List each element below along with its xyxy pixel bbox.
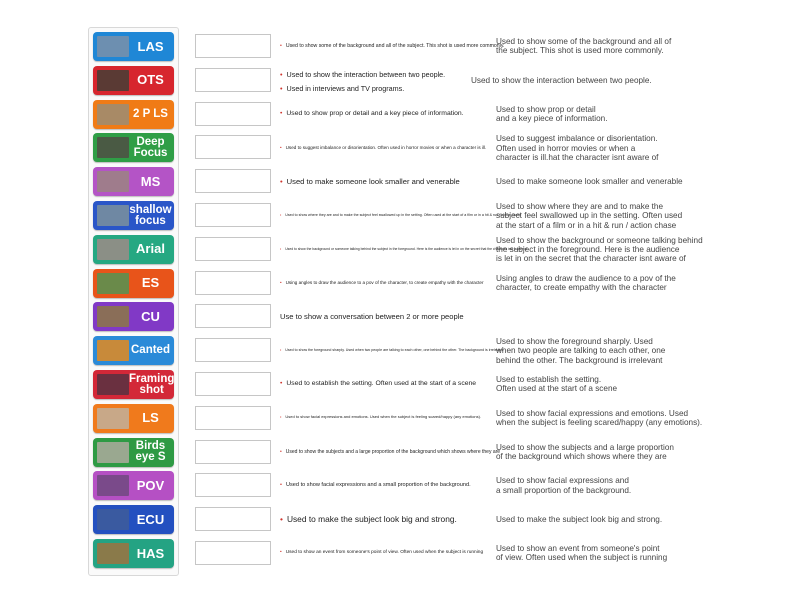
answer-tile[interactable]: [93, 336, 174, 365]
tile-label: Birds eye S: [135, 440, 166, 464]
answer-tile[interactable]: [93, 302, 174, 331]
answer-tile[interactable]: [93, 167, 174, 196]
tile-label: HAS: [136, 545, 165, 561]
drop-slot[interactable]: [195, 34, 271, 58]
hint-line: Use to show a conversation between 2 or more people: [280, 311, 464, 321]
hint-line: Using angles to draw the audience to a pov of the character, to create empathy with the character: [285, 279, 484, 285]
hint-line: Used in interviews and TV programs.: [286, 83, 405, 93]
hint-line: Used to show the foreground sharply. Used when two people are talking to each other, one behind the other. The background is irrelevant: [285, 348, 504, 353]
drop-slot[interactable]: [195, 372, 271, 396]
definition-text: Used to establish the setting. Often used at the start of a scene: [496, 375, 618, 394]
hint-text: [280, 312, 492, 321]
tile-label: ECU: [136, 511, 165, 527]
hint-line: Used to make someone look smaller and venerable: [286, 176, 460, 186]
drop-slot[interactable]: [195, 135, 271, 159]
definition-text: Used to show prop or detail and a key piece of information.: [496, 104, 608, 123]
answer-tile[interactable]: [93, 471, 174, 500]
tile-label: LAS: [137, 38, 164, 54]
shot-thumbnail-icon: [97, 104, 129, 125]
shot-thumbnail-icon: [97, 442, 129, 463]
drop-slot[interactable]: [195, 507, 271, 531]
hint-line: Used to show the background or someone talking behind the subject in the foreground. Here is the audience is let in on the secret that the character isnt aware of: [285, 246, 528, 251]
definition-text: Using angles to draw the audience to a pov of the character, to create empathy with the character: [496, 273, 676, 292]
tile-label: POV: [136, 477, 165, 493]
answer-tile[interactable]: [93, 438, 174, 467]
tile-column: [88, 27, 179, 576]
shot-thumbnail-icon: [97, 340, 129, 361]
answer-tile[interactable]: [93, 133, 174, 162]
shot-thumbnail-icon: [97, 509, 129, 530]
hint-line: Used to show some of the background and all of the subject. This shot is used more commonly.: [285, 42, 505, 49]
tile-label: Deep Focus: [133, 135, 168, 159]
definition-text: Used to make someone look smaller and venerable: [496, 177, 683, 187]
hint-text: • Used to show the interaction between two people. • Used in interviews and TV programs.: [280, 69, 446, 93]
shot-thumbnail-icon: [97, 475, 129, 496]
drop-slot[interactable]: [195, 338, 271, 362]
hint-line: Used to show prop or detail and a key piece of information.: [286, 109, 464, 117]
shot-thumbnail-icon: [97, 205, 129, 226]
hint-text: • Used to make someone look smaller and venerable: [280, 176, 460, 186]
hint-text: • Using angles to draw the audience to a pov of the character, to create empathy with the character: [280, 279, 484, 285]
definition-text: Used to show the background or someone talking behind the subject in the foreground. Here is the audience is let in on the secret that the character isnt aware of: [496, 235, 703, 264]
answer-tile[interactable]: [93, 201, 174, 230]
shot-thumbnail-icon: [97, 239, 129, 260]
answer-tile[interactable]: [93, 32, 174, 61]
definition-text: Used to make the subject look big and strong.: [496, 515, 663, 525]
shot-thumbnail-icon: [97, 374, 129, 395]
drop-slot[interactable]: [195, 169, 271, 193]
hint-line: Used to show the subjects and a large proportion of the background which shows where they are: [285, 448, 501, 455]
drop-slot[interactable]: [195, 473, 271, 497]
hint-line: Used to suggest imbalance or disorientation. Often used in horror movies or when a character is ill.: [285, 144, 487, 150]
shot-thumbnail-icon: [97, 171, 129, 192]
drop-slot[interactable]: [195, 541, 271, 565]
tile-label: LS: [142, 410, 159, 426]
drop-slot[interactable]: [195, 68, 271, 92]
tile-label: CU: [141, 308, 160, 324]
definition-text: Used to show some of the background and all of the subject. This shot is used more commonly.: [496, 37, 672, 56]
tile-label: Framing shot: [129, 372, 175, 396]
tile-label: OTS: [137, 72, 164, 88]
hint-text: • Used to show facial expressions and a small proportion of the background.: [280, 482, 471, 489]
drop-slot[interactable]: [195, 102, 271, 126]
drop-slot[interactable]: [195, 304, 271, 328]
tile-label: MS: [140, 173, 161, 189]
tile-label: Canted: [131, 344, 170, 357]
hint-text: • Used to establish the setting. Often used at the start of a scene: [280, 379, 477, 387]
shot-thumbnail-icon: [97, 70, 129, 91]
hint-line: Used to show facial expressions and emotions. Used when the subject is feeling scared/happy (any emotions).: [285, 414, 482, 420]
hint-line: Used to make the subject look big and strong.: [286, 514, 457, 525]
shot-thumbnail-icon: [97, 36, 129, 57]
hint-text: • Used to show the background or someone talking behind the subject in the foreground. Here is the audience is let in on the secret that the character isnt aware of: [280, 246, 528, 251]
shot-thumbnail-icon: [97, 543, 129, 564]
tile-label: Arial: [136, 241, 165, 257]
answer-tile[interactable]: [93, 269, 174, 298]
shot-thumbnail-icon: [97, 408, 129, 429]
definition-text: Used to show where they are and to make the subject feel swallowed up in the setting. Often used at the start of a film or in a hit & run / action chase: [496, 202, 683, 230]
hint-text: • Used to show some of the background and all of the subject. This shot is used more commonly.: [280, 42, 505, 49]
shot-thumbnail-icon: [97, 137, 129, 158]
hint-text: • Used to make the subject look big and strong.: [280, 514, 457, 525]
definition-text: Used to suggest imbalance or disorientation. Often used in horror movies or when a character is ill.hat the character isnt aware of: [496, 134, 659, 162]
drop-slot[interactable]: [195, 237, 271, 261]
hint-line: Used to show the interaction between two people.: [286, 69, 446, 79]
answer-tile[interactable]: [93, 66, 174, 95]
drop-slot[interactable]: [195, 406, 271, 430]
answer-tile[interactable]: [93, 370, 174, 399]
definition-text: Used to show facial expressions and a small proportion of the background.: [496, 476, 632, 495]
hint-line: Used to show an event from someone's point of view. Often used when the subject is running: [285, 550, 484, 556]
drop-slot[interactable]: [195, 203, 271, 227]
hint-text: • Used to show where they are and to make the subject feel swallowed up in the setting. Often used at the start of a film or in a hit & run / action chase: [280, 212, 522, 217]
shot-thumbnail-icon: [97, 306, 129, 327]
hint-line: Used to show facial expressions and a small proportion of the background.: [285, 482, 471, 489]
definition-text: Used to show the foreground sharply. Used when two people are talking to each other, one behind the other. The background is irrelevant: [496, 337, 666, 365]
hint-text: • Used to show prop or detail and a key piece of information.: [280, 109, 464, 117]
drop-slot[interactable]: [195, 440, 271, 464]
hint-text: • Used to show the subjects and a large proportion of the background which shows where they are: [280, 448, 501, 455]
answer-tile[interactable]: [93, 539, 174, 568]
definition-text: Used to show facial expressions and emotions. Used when the subject is feeling scared/happy (any emotions).: [496, 408, 703, 428]
answer-tile[interactable]: [93, 404, 174, 433]
hint-text: • Used to suggest imbalance or disorientation. Often used in horror movies or when a character is ill.: [280, 144, 487, 150]
answer-tile[interactable]: [93, 100, 174, 129]
hint-text: • Used to show an event from someone's point of view. Often used when the subject is running: [280, 550, 484, 556]
shot-thumbnail-icon: [97, 273, 129, 294]
tile-label: shallow focus: [129, 203, 172, 227]
hint-text: • Used to show facial expressions and emotions. Used when the subject is feeling scared/happy (any emotions).: [280, 414, 482, 420]
answer-tile[interactable]: [93, 505, 174, 534]
hint-text: • Used to show the foreground sharply. Used when two people are talking to each other, one behind the other. The background is irrelevant: [280, 348, 504, 353]
drop-slot[interactable]: [195, 271, 271, 295]
tile-label: ES: [141, 275, 160, 291]
tile-label: 2 P LS: [133, 107, 168, 120]
answer-tile[interactable]: [93, 235, 174, 264]
definition-text: Used to show an event from someone's point of view. Often used when the subject is running: [496, 544, 668, 563]
hint-line: Used to establish the setting. Often used at the start of a scene: [286, 379, 477, 387]
hint-line: Used to show where they are and to make the subject feel swallowed up in the setting. Often used at the start of a film or in a hit & run / action chase: [285, 212, 522, 217]
definition-text: Used to show the subjects and a large proportion of the background which shows where they are: [496, 442, 674, 461]
definition-text: Used to show the interaction between two people.: [471, 75, 652, 85]
